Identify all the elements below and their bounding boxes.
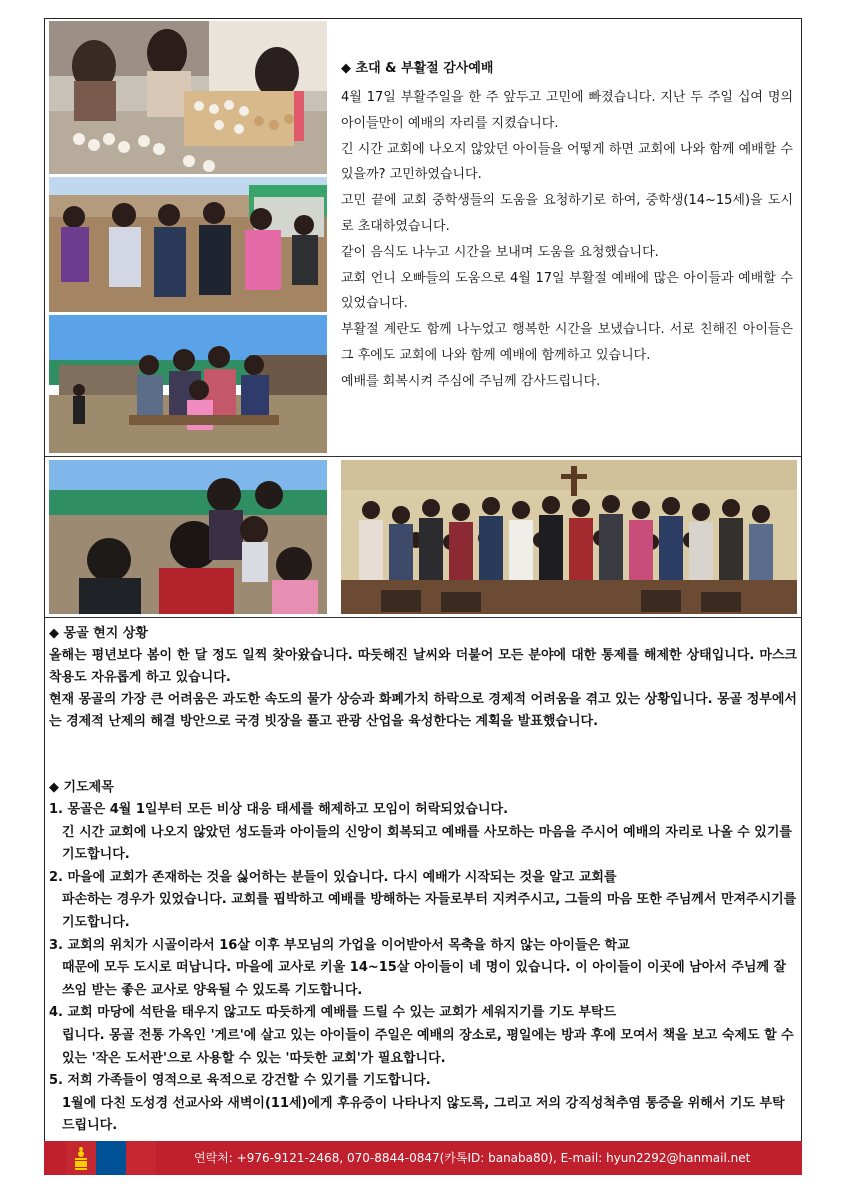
flag-stripe [126,1141,156,1175]
story-paragraph: 같이 음식도 나누고 시간을 보내며 도움을 요청했습니다. [341,244,659,260]
prayer-item-continuation: 파손하는 경우가 있었습니다. 교회를 핍박하고 예배를 방해하는 자들로부터 지켜주시고, 그들의 마음 또한 주님께서 만져주시기를 기도합니다. [62,892,797,930]
contact-info: 연락처: +976-9121-2468, 070-8844-0847(카톡ID: banaba80), E-mail: hyun2292@hanmail.net [194,1151,751,1165]
section-paragraph: 올해는 평년보다 봄이 한 달 정도 일찍 찾아왔습니다. 따듯해진 날씨와 더불어 모든 분야에 대한 통제를 해제한 상태입니다. 마스크 착용도 자유롭게 하고 있습니다. [49,648,797,685]
photo-congregation-inside-church [341,460,797,614]
story-paragraph: 교회 언니 오빠들의 도움으로 4월 17일 부활절 예배에 많은 아이들과 예배할 수 있었습니다. [341,270,793,312]
photo-children-with-egg-trays [49,21,327,174]
prayer-item [49,867,797,935]
divider [45,456,801,457]
local-situation-section [49,623,797,733]
newsletter-frame [44,18,802,1142]
prayer-item-first-line: 5. 저희 가족들이 영적으로 육적으로 강건할 수 있기를 기도합니다. [49,1073,431,1089]
prayer-item-continuation: 립니다. 몽골 전통 가옥인 '게르'에 살고 있는 아이들이 주일은 예배의 장소로, 평일에는 방과 후에 모여서 책을 보고 숙제도 할 수 있는 '작은 도서관'으로 사용할 수 있는 '따듯한 교회'가 필요합니다. [62,1027,794,1066]
photo-children-holding-eggs-outdoors [49,177,327,312]
prayer-requests-section [49,777,797,1138]
story-paragraph: 부활절 계란도 함께 나누었고 행복한 시간을 보냈습니다. 서로 친해진 아이들은 그 후에도 교회에 나와 함께 예배에 함께하고 있습니다. [341,322,793,363]
mongolia-flag-icon [66,1141,156,1175]
easter-service-story [341,57,793,395]
prayer-item-continuation: 긴 시간 교회에 나오지 않았던 성도들과 아이들의 신앙이 회복되고 예배를 사모하는 마음을 주시어 예배의 자리로 나올 수 있기를 기도합니다. [62,824,792,863]
divider [45,617,801,618]
prayer-item [49,1070,797,1138]
prayer-item [49,935,797,1003]
story-paragraph: 예배를 회복시켜 주심에 주님께 감사드립니다. [341,373,601,389]
photo-missionary-with-children-selfie [49,460,327,614]
section-paragraph: 현재 몽골의 가장 큰 어려움은 과도한 속도의 물가 상승과 화폐가치 하락으로 경제적 어려움을 겪고 있는 상황입니다. 몽골 정부에서는 경제적 난제의 해결 방안으로 국경 빗장을 풀고 관광 산업을 육성한다는 계획을 발표했습니다. [49,692,797,729]
prayer-item-continuation: 때문에 모두 도시로 떠납니다. 마을에 교사로 키울 14~15살 아이들이 네 명이 있습니다. 이 아이들이 이곳에 남아서 주님께 잘 쓰임 받는 좋은 교사로 양육될 수 있도록 기도합니다. [62,960,787,998]
prayer-item-first-line: 4. 교회 마당에 석탄을 태우지 않고도 따듯하게 예배를 드릴 수 있는 교회가 세워지기를 기도 부탁드 [49,1005,617,1021]
story-paragraph: 긴 시간 교회에 나오지 않았던 아이들을 어떻게 하면 교회에 나와 함께 예배할 수 있을까? 고민하였습니다. [341,141,793,183]
section-heading: ◆ 기도제목 [49,780,114,795]
prayer-item-first-line: 2. 마을에 교회가 존재하는 것을 싫어하는 분들이 있습니다. 다시 예배가 시작되는 것을 알고 교회를 [49,869,617,885]
story-title: ◆ 초대 & 부활절 감사예배 [341,61,494,76]
prayer-item-first-line: 3. 교회의 위치가 시골이라서 16살 이후 부모님의 가업을 이어받아서 목축을 하지 않는 아이들은 학교 [49,937,630,953]
flag-stripe [96,1141,126,1175]
prayer-item-continuation: 1월에 다친 도성경 선교사와 새벽이(11세)에게 후유증이 나타나지 않도록, 그리고 저의 강직성척추염 통증을 위해서 기도 부탁드립니다. [62,1095,785,1134]
soyombo-icon [72,1146,90,1170]
story-paragraph: 4월 17일 부활주일을 한 주 앞두고 고민에 빠졌습니다. 지난 두 주일 십여 명의 아이들만이 예배의 자리를 지켰습니다. [341,90,793,131]
prayer-item [49,1002,797,1070]
flag-stripe [66,1141,96,1175]
photo-group-sitting-outdoors [49,315,327,453]
prayer-item [49,799,797,867]
contact-footer [44,1141,802,1175]
prayer-item-first-line: 1. 몽골은 4월 1일부터 모든 비상 대응 태세를 해제하고 모임이 허락되었습니다. [49,802,509,817]
section-heading: ◆ 몽골 현지 상황 [49,626,148,641]
story-paragraph: 고민 끝에 교회 중학생들의 도움을 요청하기로 하여, 중학생(14~15세)을 도시로 초대하였습니다. [341,193,793,234]
